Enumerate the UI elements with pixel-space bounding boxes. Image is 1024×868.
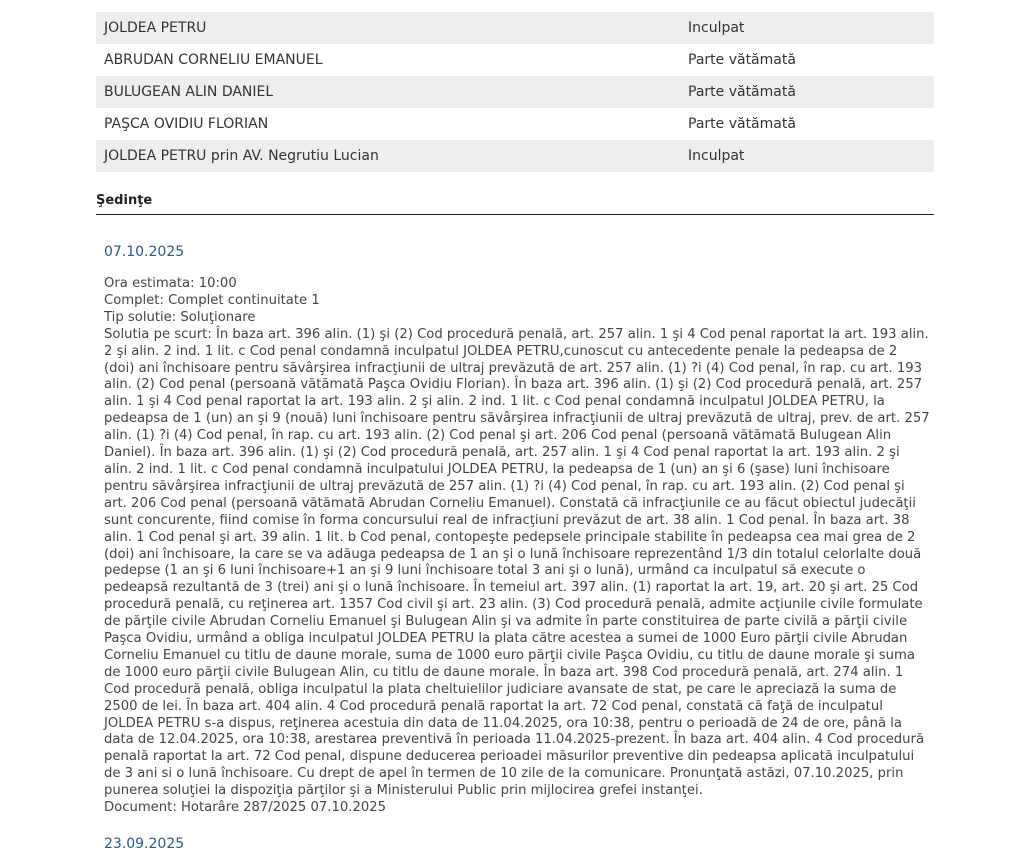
session-details xyxy=(104,276,930,817)
party-row xyxy=(96,108,934,140)
session-date-link[interactable]: 07.10.2025 xyxy=(104,244,185,260)
party-row xyxy=(96,76,934,108)
session-solution-type: Tip solutie: Soluţionare xyxy=(104,309,256,325)
party-row xyxy=(96,140,934,172)
session-solution-summary: Solutia pe scurt: În baza art. 396 alin. (1) şi (2) Cod procedură penală, art. 257 alin. 1 şi 4 Cod penal raportat la art. 193 alin. 2 şi alin. 2 ind. 1 lit. c Cod penal condamnă inculpatul JOLDEA PETRU,cunoscut cu antecedente penale la pedeapsa de 2 (doi) ani închisoare pentru săvârşirea infracţiunii de ultraj prevăzută de art. 257 alin. (1) ?i (4) Cod penal, în rap. cu art. 193 alin. (2) Cod penal (persoană vătămată Paşca Ovidiu Florian). În baza art. 396 alin. (1) şi (2) Cod procedură penală, art. 257 alin. 1 şi 4 Cod penal raportat la art. 193 alin. 2 şi alin. 2 ind. 1 lit. c Cod penal condamnă inculpatul JOLDEA PETRU, la pedeapsa de 1 (un) an şi 9 (nouă) luni închisoare pentru săvârşirea infracţiunii de ultraj prevăzută de ultraj, prev. de art. 257 alin. (1) ?i (4) Cod penal, în rap. cu art. 193 alin. (2) Cod penal şi art. 206 Cod penal (persoană vătămată Bulugean Alin Daniel). În baza art. 396 alin. (1) şi (2) Cod procedură penală, art. 257 alin. 1 şi 4 Cod penal raportat la art. 193 alin. 2 şi alin. 2 ind. 1 lit. c Cod penal condamnă inculpatului JOLDEA PETRU, la pedeapsa de 1 (un) an şi 6 (şase) luni închisoare pentru săvârşirea infracţiunii de ultraj prevăzută de 257 alin. (1) ?i (4) Cod penal, în rap. cu art. 193 alin. (2) Cod penal şi art. 206 Cod penal (persoană vătămată Abrudan Corneliu Emanuel). Constată că infracţiunile ce au făcut obiectul judecăţii sunt concurente, fiind comise în forma concursului real de infracţiuni prevăzut de art. 38 alin. 1 Cod penal. În baza art. 38 alin. 1 Cod penal şi art. 39 alin. 1 lit. b Cod penal, contopeşte pedepsele principale stabilite în pedeapsa cea mai grea de 2 (doi) ani închisoare, la care se va adăuga pedeapsa de 1 an şi o lună închisoare reprezentând 1/3 din totalul celorlalte două pedepse (1 an şi 6 luni închisoare+1 an şi 9 luni închisoare total 3 ani şi o lună), urmând ca inculpatul să execute o pedeapsă rezultantă de 3 (trei) ani şi o lună închisoare. În temeiul art. 397 alin. (1) raportat la art. 19, art. 20 şi art. 25 Cod procedură penală, cu reţinerea art. 1357 Cod civil şi art. 23 alin. (3) Cod procedură penală, admite acţiunile civile formulate de părţile civile Abrudan Corneliu Emanuel şi Bulugean Alin şi va admite în parte constituirea de parte civilă a părţii civile Paşca Ovidiu, urmând a obliga inculpatul JOLDEA PETRU la plata către acestea a sumei de 1000 Euro părţii civile Abrudan Corneliu Emanuel cu titlu de daune morale, suma de 1000 euro părţii civile Paşca Ovidiu, cu titlu de daune morale şi suma de 1000 euro părţii civile Bulugean Alin, cu titlu de daune morale. În baza art. 398 Cod procedură penală, art. 274 alin. 1 Cod procedură penală, obliga inculpatul la plata cheltuielilor judiciare avansate de stat, pe care le apreciază la suma de 2500 de lei. În baza art. 404 alin. 4 Cod procedură penală raportat la art. 72 Cod penal, constată că faţă de inculpatul JOLDEA PETRU s-a dispus, reţinerea acestuia din data de 11.04.2025, ora 10:38, pentru o perioadă de 24 de ore, până la data de 12.04.2025, ora 10:38, arestarea preventivă în perioada 11.04.2025-prezent. În baza art. 404 alin. 4 Cod procedură penală raportat la art. 72 Cod penal, dispune deducerea perioadei măsurilor preventive din pedeapsa aplicată inculpatului de 3 ani si o lună închisoare. Cu drept de apel în termen de 10 zile de la comunicare. Pronunţată astăzi, 07.10.2025, prin punerea soluţiei la dispoziţia părţilor şi a Ministerului Public prin mijlocirea grefei instanţei. xyxy=(104,326,930,799)
session-panel: Complet: Complet continuitate 1 xyxy=(104,292,320,308)
party-name: JOLDEA PETRU prin AV. Negrutiu Lucian xyxy=(104,148,379,164)
party-role: Parte vătămată xyxy=(688,116,796,132)
party-role: Inculpat xyxy=(688,148,745,164)
section-title-sedinte: Şedinţe xyxy=(96,193,934,215)
session-date-link[interactable]: 23.09.2025 xyxy=(104,836,185,852)
party-name: ABRUDAN CORNELIU EMANUEL xyxy=(104,52,323,68)
party-name: BULUGEAN ALIN DANIEL xyxy=(104,84,274,100)
party-row xyxy=(96,44,934,76)
party-role: Parte vătămată xyxy=(688,84,796,100)
party-name: JOLDEA PETRU xyxy=(104,20,207,36)
party-name: PAŞCA OVIDIU FLORIAN xyxy=(104,116,269,132)
session-document: Document: Hotarâre 287/2025 07.10.2025 xyxy=(104,800,387,816)
session-time: Ora estimata: 10:00 xyxy=(104,276,237,291)
parties-table xyxy=(96,12,934,172)
party-role: Parte vătămată xyxy=(688,52,796,68)
party-row xyxy=(96,12,934,44)
party-role: Inculpat xyxy=(688,20,745,36)
